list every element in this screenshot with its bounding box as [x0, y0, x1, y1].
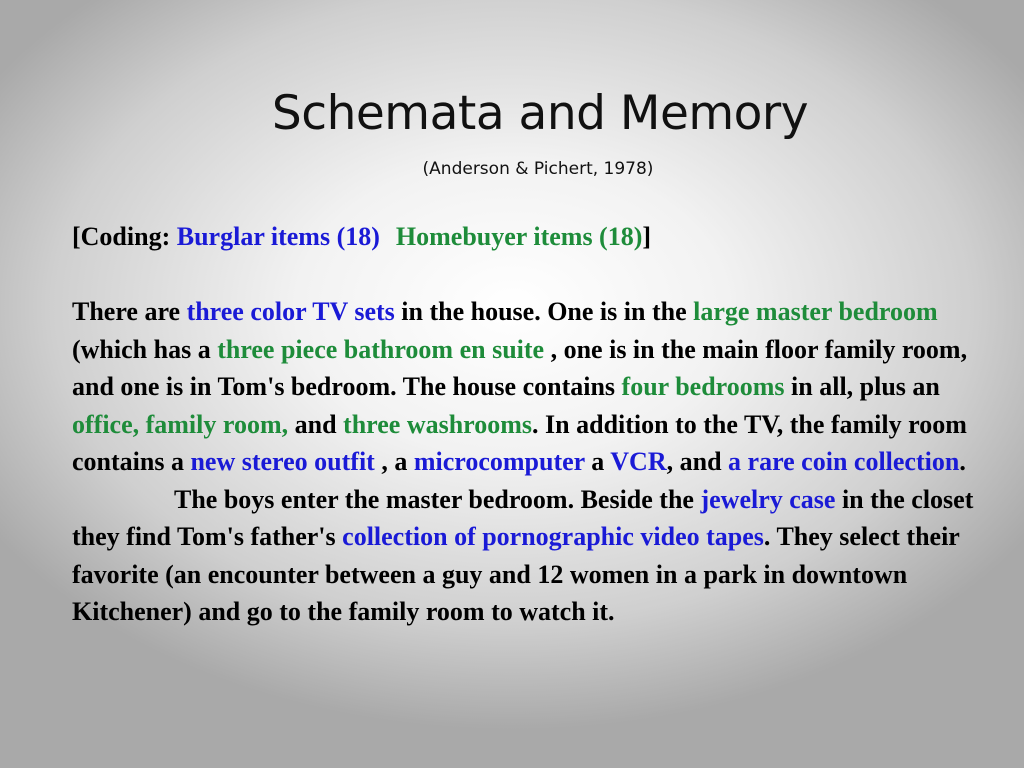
passage-text: . They select their favorite (an encounter between a guy and 12 women in a park in downtown Kitchener) and go to the family room to watch it. — [72, 522, 960, 626]
passage-text: There are — [72, 297, 187, 326]
passage-text: . — [959, 447, 966, 476]
passage-text: The boys enter the master bedroom. Beside the — [174, 484, 701, 514]
passage-text: in the closet they find Tom's father's — [72, 484, 974, 551]
coding-close: ] — [642, 222, 652, 251]
homebuyer-legend: Homebuyer items (18) — [395, 222, 643, 251]
burglar-item: new stereo outfit — [190, 447, 375, 476]
passage-text: (which has a — [72, 334, 218, 364]
coding-legend — [72, 218, 1007, 256]
story-passage — [72, 293, 1007, 631]
homebuyer-item: four bedrooms — [621, 372, 785, 401]
homebuyer-item: three piece bathroom en suite — [217, 334, 545, 364]
passage-text: and — [288, 409, 344, 439]
burglar-legend: Burglar items (18) — [176, 222, 380, 251]
passage-text: in all, plus an — [784, 372, 940, 401]
passage-text: , and — [666, 447, 729, 476]
homebuyer-item: large master bedroom — [693, 297, 938, 326]
coding-open: [Coding: — [72, 222, 177, 251]
passage-text: in the house. One is in the — [394, 297, 694, 326]
burglar-item: jewelry case — [700, 484, 836, 514]
burglar-item: microcomputer — [413, 447, 585, 476]
slide-subtitle: (Anderson & Pichert, 1978) — [422, 159, 654, 179]
homebuyer-item: office, family room, — [72, 409, 289, 439]
slide-title: Schemata and Memory — [271, 86, 809, 141]
passage-text: . In addition to the TV, the family room contains a — [72, 409, 967, 476]
slide-body — [72, 218, 1007, 631]
burglar-item: a rare coin collection — [728, 447, 960, 476]
passage-text: , one is in the main floor family room, and one is in Tom's bedroom. The house contains — [72, 334, 968, 401]
passage-text: a — [584, 447, 611, 476]
passage-text: , a — [374, 447, 414, 476]
burglar-item: three color TV sets — [186, 297, 395, 326]
homebuyer-item: three washrooms — [343, 409, 533, 439]
burglar-item: VCR — [610, 447, 667, 476]
burglar-item: collection of pornographic video tapes — [342, 522, 764, 551]
